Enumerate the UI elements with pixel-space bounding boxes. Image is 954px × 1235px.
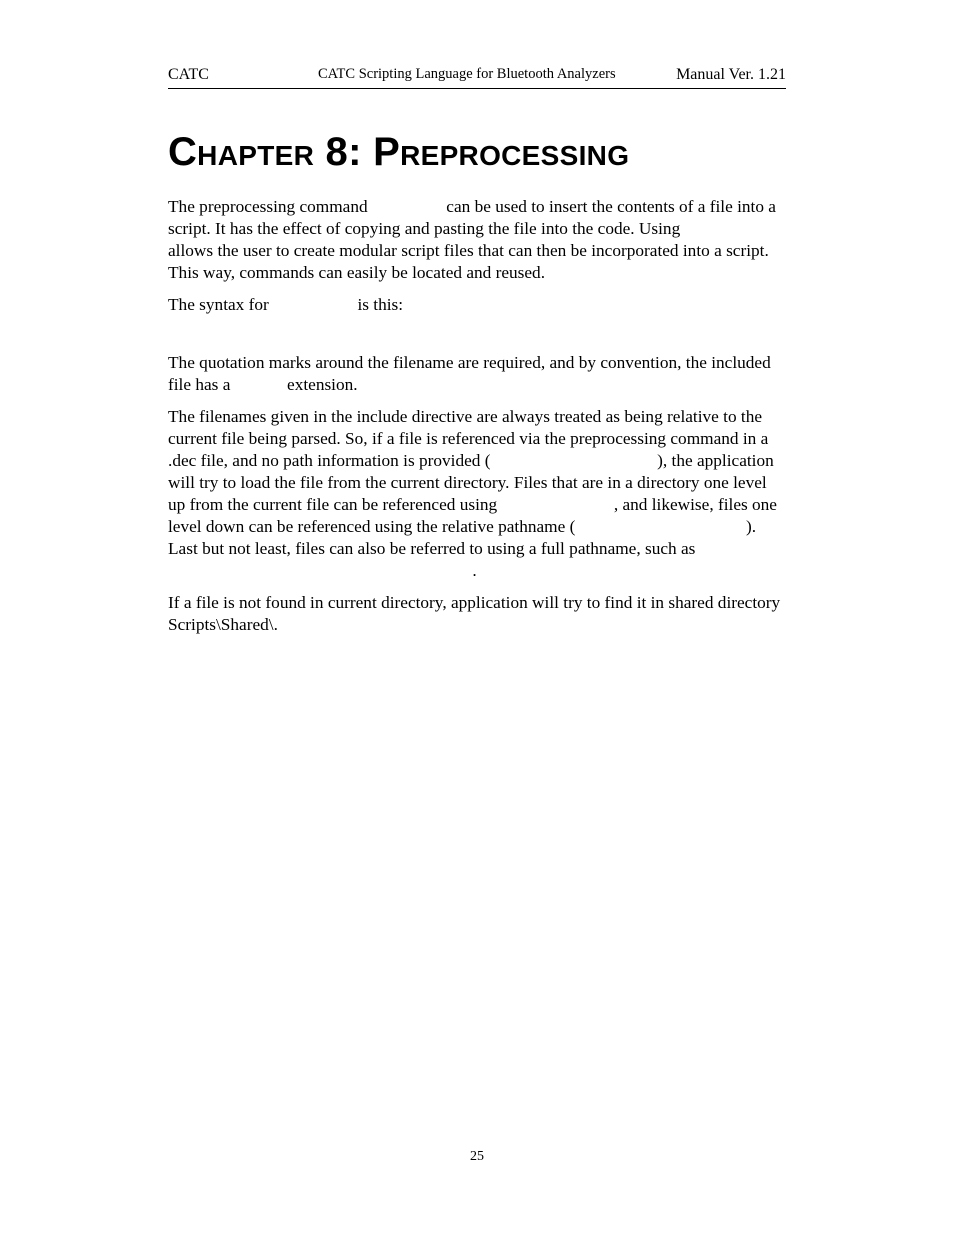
- chapter-body: [168, 196, 786, 646]
- paragraph-syntax-part-b: is this:: [357, 295, 404, 314]
- paragraph-paths-part-d: ). Last but not least, files can also be referred to using a full pathname, such as: [168, 517, 757, 558]
- paragraph-paths: [168, 406, 786, 582]
- paragraph-syntax-part-a: The syntax for: [168, 295, 269, 314]
- paragraph-syntax: [168, 294, 786, 316]
- paragraph-intro: [168, 196, 786, 284]
- paragraph-shared-directory: [168, 592, 786, 636]
- header-document-title: CATC Scripting Language for Bluetooth Analyzers: [318, 66, 616, 82]
- paragraph-intro-part-b: can be used to insert the contents of a file into a script. It has the effect of copying and pasting the file into the code. Using: [168, 197, 776, 238]
- paragraph-intro-part-c: allows the user to create modular script files that can then be incorporated into a script. This way, commands can easily be located and reused.: [168, 241, 769, 282]
- paragraph-quotation-part-a: The quotation marks around the filename are required, and by convention, the included file has a: [168, 353, 771, 394]
- paragraph-paths-part-a: The filenames given in the include directive are always treated as being relative to the current file being parsed. So, if a file is referenced via the preprocessing command in a .dec file, and no path information is provided (: [168, 407, 769, 470]
- running-header: [168, 64, 786, 89]
- paragraph-quotation-part-b: extension.: [287, 375, 358, 394]
- paragraph-paths-part-b: ), the application will try to load the file from the current directory. Files that are in a directory one level up from the current file can be referenced using: [168, 451, 774, 514]
- syntax-example-blank: [168, 326, 786, 352]
- paragraph-paths-part-e: .: [472, 561, 477, 580]
- chapter-title: Chapter 8: Preprocessing: [168, 130, 630, 174]
- paragraph-intro-part-a: The preprocessing command: [168, 197, 368, 216]
- header-company: CATC: [168, 66, 209, 83]
- page-number: 25: [470, 1149, 484, 1164]
- paragraph-shared-directory-text: If a file is not found in current directory, application will try to find it in shared directory Scripts\Shared\.: [168, 593, 781, 634]
- paragraph-paths-part-c: , and likewise, files one level down can be referenced using the relative pathname (: [168, 495, 777, 536]
- header-manual-version: Manual Ver. 1.21: [676, 66, 786, 83]
- paragraph-quotation: [168, 352, 786, 396]
